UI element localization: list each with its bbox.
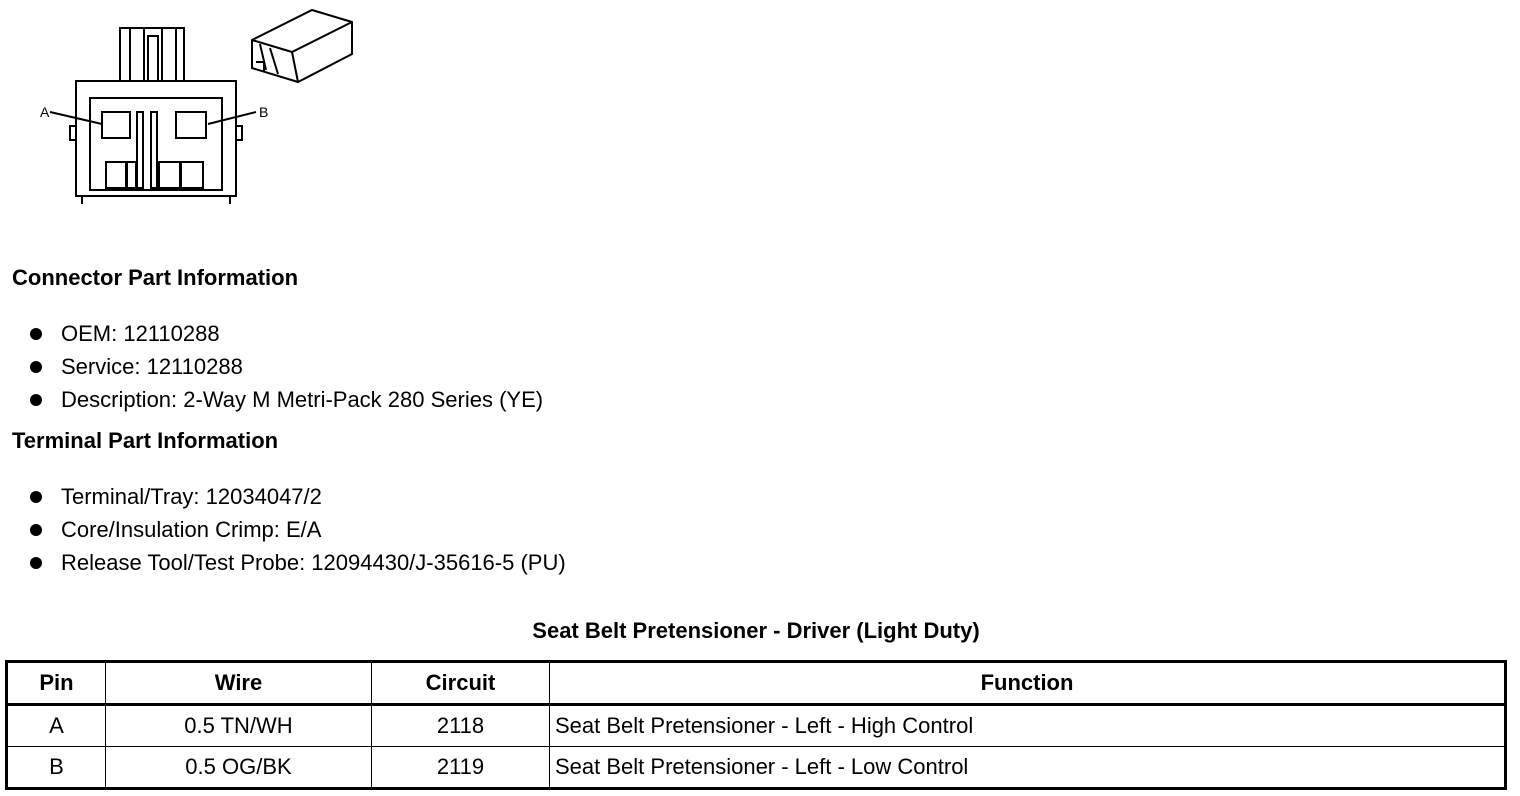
cell-function: Seat Belt Pretensioner - Left - High Control [550,705,1506,747]
header-wire: Wire [106,662,372,705]
terminal-info-list [30,480,566,579]
pinout-table [5,660,1507,790]
pin-b-label: B [259,104,269,120]
table-row [7,705,1506,747]
cell-wire: 0.5 OG/BK [106,747,372,789]
table-row [7,747,1506,789]
list-item: Core/Insulation Crimp: E/A [30,513,566,546]
list-item: Description: 2-Way M Metri-Pack 280 Series (YE) [30,383,543,416]
bullet-icon [30,491,42,503]
cell-pin: B [7,747,106,789]
bullet-icon [30,328,42,340]
bullet-icon [30,557,42,569]
cell-pin: A [7,705,106,747]
cell-function: Seat Belt Pretensioner - Left - Low Control [550,747,1506,789]
cell-wire: 0.5 TN/WH [106,705,372,747]
header-pin: Pin [7,662,106,705]
connector-info-list [30,317,543,416]
table-header-row [7,662,1506,705]
bullet-icon [30,394,42,406]
cell-circuit: 2119 [372,747,550,789]
list-item: OEM: 12110288 [30,317,543,350]
header-circuit: Circuit [372,662,550,705]
pin-a-label: A [40,104,50,120]
table-title: Seat Belt Pretensioner - Driver (Light Duty) [532,618,980,643]
connector-diagram [30,0,370,215]
bullet-icon [30,361,42,373]
connector-heading: Connector Part Information [12,265,299,290]
list-item: Release Tool/Test Probe: 12094430/J-35616-5 (PU) [30,546,566,579]
list-item: Service: 12110288 [30,350,543,383]
cell-circuit: 2118 [372,705,550,747]
terminal-heading: Terminal Part Information [12,428,279,453]
bullet-icon [30,524,42,536]
header-function: Function [550,662,1506,705]
list-item: Terminal/Tray: 12034047/2 [30,480,566,513]
